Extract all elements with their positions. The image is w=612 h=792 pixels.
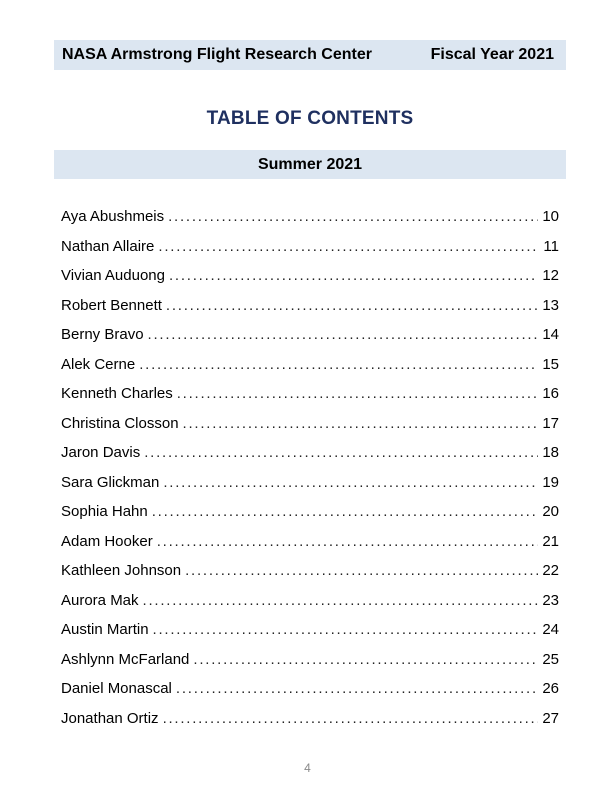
- toc-leader-dots: [169, 261, 538, 291]
- toc-entry[interactable]: [61, 409, 559, 439]
- toc-leader-dots: [168, 202, 538, 232]
- toc-entry-name: Berny Bravo: [61, 326, 144, 343]
- toc-entry[interactable]: [61, 261, 559, 291]
- toc-entry-name: Daniel Monascal: [61, 680, 172, 697]
- toc-entry-name: Alek Cerne: [61, 355, 136, 373]
- toc-entry-name: Adam Hooker: [61, 532, 153, 550]
- toc-leader-dots: [166, 291, 538, 321]
- toc-entry-name: Jaron Davis: [61, 444, 141, 461]
- toc-entry[interactable]: [61, 645, 559, 675]
- toc-entry-page: 11: [543, 237, 559, 255]
- toc-entry-page: 26: [542, 680, 559, 697]
- toc-entry-name: Ashlynn McFarland: [61, 650, 190, 668]
- toc-leader-dots: [176, 674, 538, 704]
- section-heading-label: Summer 2021: [257, 155, 363, 173]
- toc-entry-page: 25: [542, 650, 559, 668]
- toc-entry[interactable]: [61, 556, 559, 586]
- toc-leader-dots: [158, 232, 539, 262]
- toc-leader-dots: [148, 320, 539, 350]
- toc-entry-page: 19: [542, 473, 559, 491]
- toc-entry[interactable]: [61, 586, 559, 616]
- toc-entry[interactable]: [61, 438, 559, 468]
- toc-entry-page: 22: [542, 562, 559, 579]
- toc-leader-dots: [163, 704, 539, 734]
- toc-entry-page: 23: [542, 591, 559, 609]
- toc-entry-page: 12: [542, 267, 559, 284]
- toc-entry-page: 24: [542, 621, 559, 638]
- toc-entry-page: 18: [542, 444, 559, 461]
- toc-entry[interactable]: [61, 379, 559, 409]
- toc-entry-name: Sophia Hahn: [61, 503, 148, 520]
- toc-leader-dots: [193, 645, 538, 675]
- toc-entry-name: Aya Abushmeis: [61, 208, 165, 225]
- toc-entry[interactable]: [61, 674, 559, 704]
- toc-leader-dots: [152, 497, 539, 527]
- toc-entry-page: 14: [542, 326, 559, 343]
- toc-entry-page: 27: [542, 709, 559, 727]
- toc-title: TABLE OF CONTENTS: [206, 108, 414, 129]
- toc-entry[interactable]: [61, 320, 559, 350]
- toc-entry-name: Aurora Mak: [61, 591, 139, 609]
- toc-entry-name: Kenneth Charles: [61, 385, 173, 402]
- toc-leader-dots: [143, 586, 539, 616]
- toc-entry-name: Austin Martin: [61, 621, 149, 638]
- toc-entry[interactable]: [61, 527, 559, 557]
- toc-entry-page: 15: [542, 355, 559, 373]
- toc-entry-name: Kathleen Johnson: [61, 562, 182, 579]
- toc-leader-dots: [183, 409, 539, 439]
- toc-entry-page: 10: [542, 208, 559, 225]
- toc-entry-name: Jonathan Ortiz: [61, 709, 159, 727]
- toc-leader-dots: [153, 615, 539, 645]
- toc-entry-name: Robert Bennett: [61, 296, 162, 314]
- toc-entry[interactable]: [61, 202, 559, 232]
- toc-entry[interactable]: [61, 350, 559, 380]
- section-heading: [54, 150, 566, 179]
- toc-entry-page: 16: [542, 385, 559, 402]
- toc-leader-dots: [139, 350, 538, 380]
- header-organization: NASA Armstrong Flight Research Center: [62, 46, 372, 63]
- toc-leader-dots: [157, 527, 539, 557]
- toc-leader-dots: [177, 379, 539, 409]
- toc-entry[interactable]: [61, 291, 559, 321]
- toc-entry[interactable]: [61, 232, 559, 262]
- toc-entry[interactable]: [61, 704, 559, 734]
- toc-entry-name: Nathan Allaire: [61, 237, 155, 255]
- toc-leader-dots: [185, 556, 538, 586]
- toc-list: [61, 202, 559, 733]
- toc-leader-dots: [144, 438, 538, 468]
- toc-entry[interactable]: [61, 615, 559, 645]
- toc-leader-dots: [163, 468, 538, 498]
- document-header: [54, 40, 566, 70]
- toc-entry-page: 13: [542, 296, 559, 314]
- page-number: 4: [304, 761, 311, 775]
- toc-entry-name: Vivian Auduong: [61, 267, 165, 284]
- toc-entry-name: Christina Closson: [61, 414, 179, 432]
- toc-entry-page: 21: [542, 532, 559, 550]
- toc-entry[interactable]: [61, 497, 559, 527]
- toc-entry-page: 20: [542, 503, 559, 520]
- toc-entry-name: Sara Glickman: [61, 473, 160, 491]
- toc-entry-page: 17: [542, 414, 559, 432]
- toc-entry[interactable]: [61, 468, 559, 498]
- header-fiscal-year: Fiscal Year 2021: [430, 46, 554, 63]
